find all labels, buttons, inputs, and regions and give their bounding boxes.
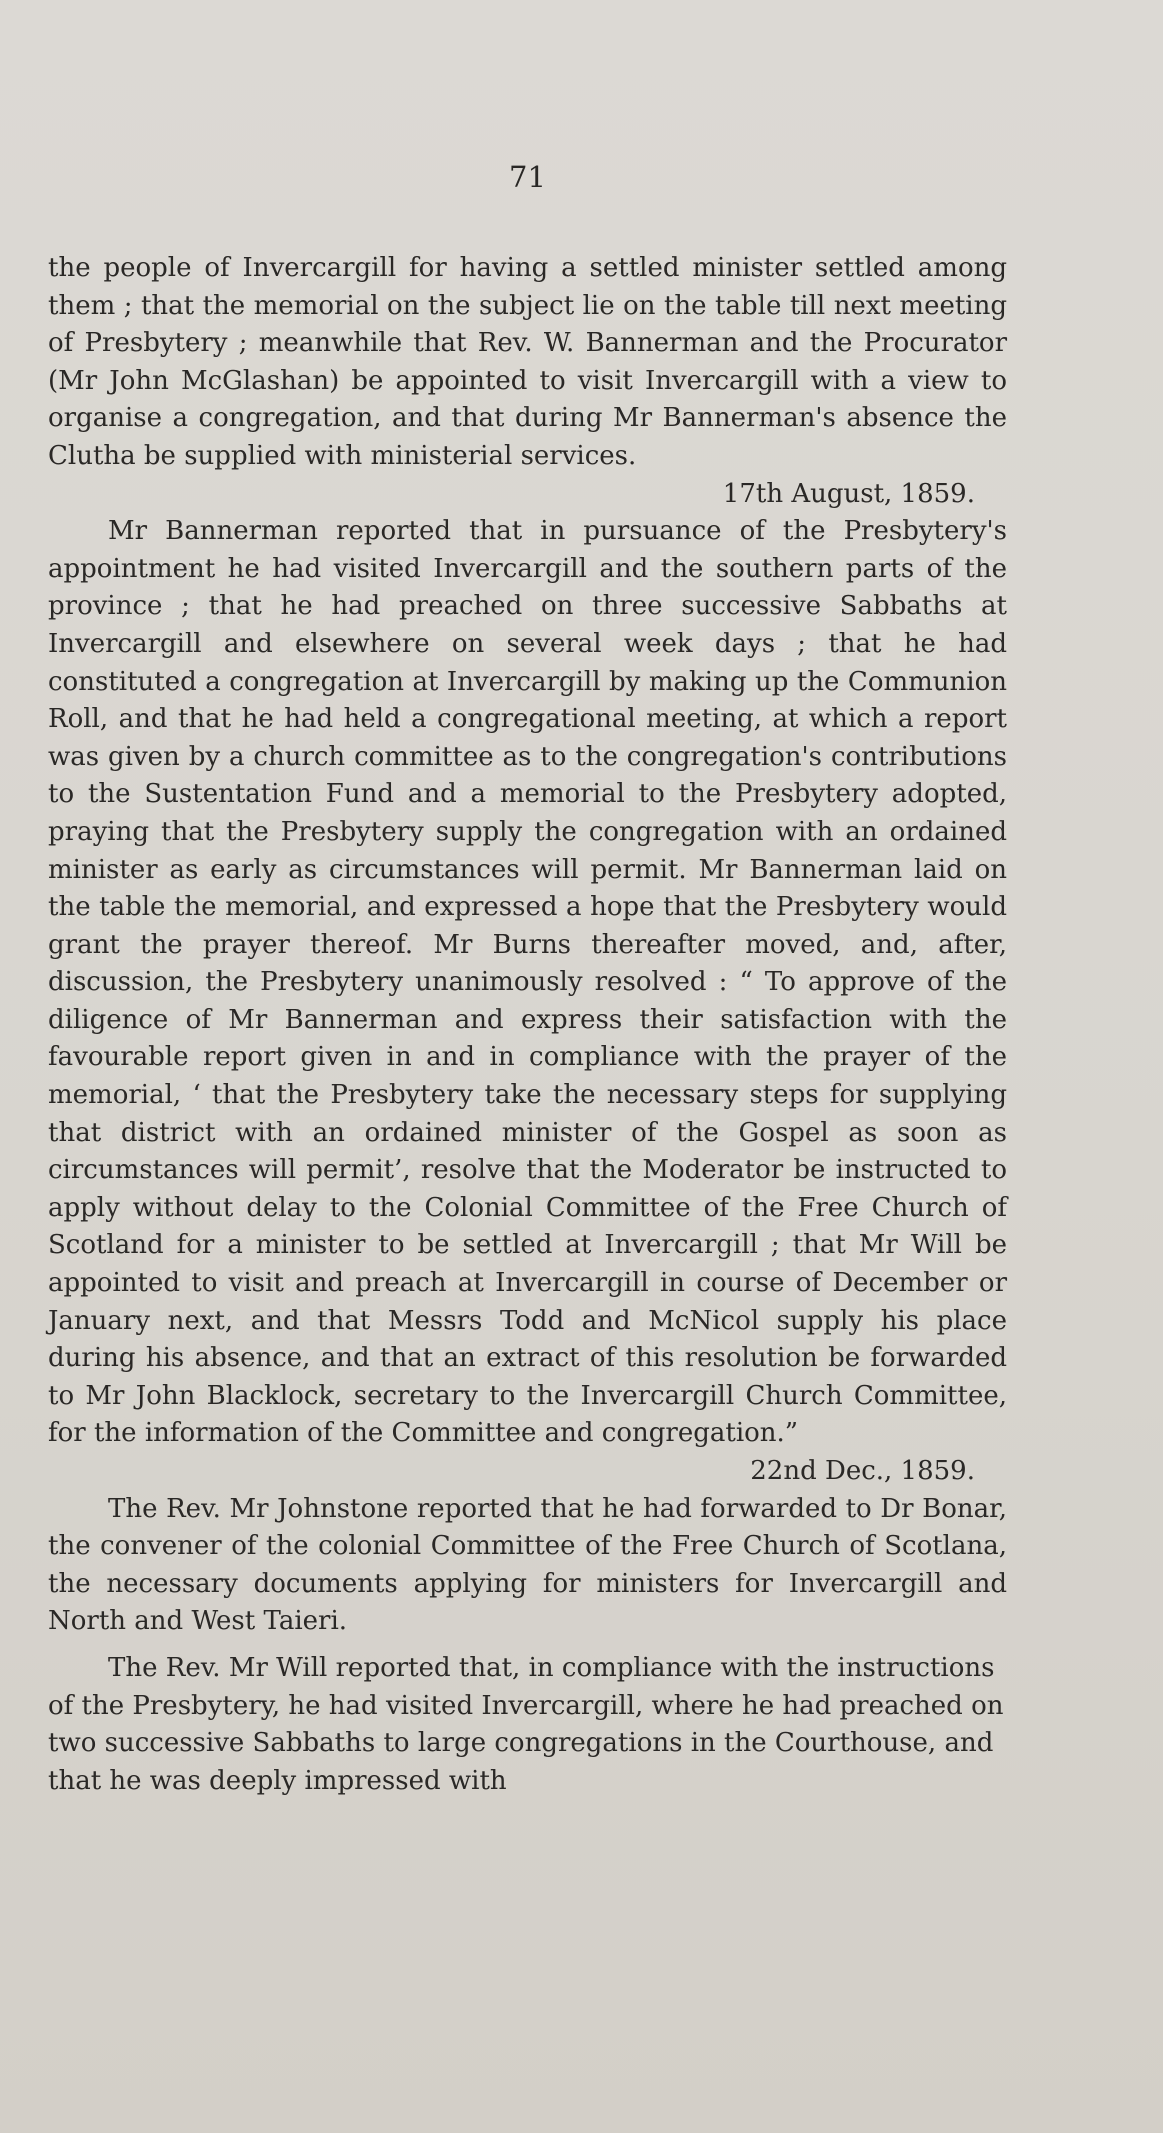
paragraph-bannerman-report: Mr Bannerman reported that in pursuance of the Presbytery's appointment he had visited Invercargill and the southern parts of the province ; that he had preached on three successive Sabbaths at Invercargill and elsewhere on several week days ; that he had constituted a congregation at Invercargill by making up the Communion Roll, and that he had held a congregational meeting, at which a report was given by a church committee as to the congregation's contributions to the Sustentation Fund and a memorial to the Presbytery adopted, praying that the Presbytery supply the congregation with an ordained minister as early as circumstances will permit. Mr Bannerman laid on the table the memorial, and expressed a hope that the Presbytery would grant the prayer thereof. Mr Burns thereafter moved, and, after, discussion, the Presbytery unanimously resolved : “ To approve of the diligence of Mr Bannerman and express their satisfaction with the favourable report given in and in compliance with the prayer of the memorial, ‘ that the Presbytery take the necessary steps for supplying that district with an ordained minister of the Gospel as soon as circumstances will permit’, resolve that the Moderator be instructed to apply without delay to the Colonial Committee of the Free Church of Scotland for a minister to be settled at Invercargill ; that Mr Will be appointed to visit and preach at Invercargill in course of December or January next, and that Messrs Todd and McNicol supply his place during his absence, and that an extract of this resolution be forwarded to Mr John Blacklock, secretary to the Invercargill Church Committee, for the information of the Committee and congregation.” (48, 516, 1007, 1449)
page-number: 71 (509, 160, 546, 194)
date-heading-august-1859: 17th August, 1859. (722, 478, 975, 509)
paragraph-will-report: The Rev. Mr Will reported that, in compliance with the instructions of the Presbytery, he had visited Invercargill, where he had preached on two successive Sabbaths to large congregations in the Courthouse, and that he was deeply impressed with (48, 1652, 1004, 1796)
paragraph-continuation: the people of Invercargill for having a settled minister settled among them ; that the memorial on the subject lie on the table till next meeting of Presbytery ; meanwhile that Rev. W. Bannerman and the Procurator (Mr John McGlashan) be appointed to visit Invercargill with a view to organise a congregation, and that during Mr Bannerman's absence the Clutha be supplied with ministerial services. (48, 253, 1007, 471)
paragraph-johnstone-report: The Rev. Mr Johnstone reported that he had forwarded to Dr Bonar, the convener of the colonial Committee of the Free Church of Scotlana, the necessary documents applying for ministers for Invercargill and North and West Taieri. (48, 1493, 1007, 1637)
date-heading-dec-1859: 22nd Dec., 1859. (750, 1456, 975, 1486)
